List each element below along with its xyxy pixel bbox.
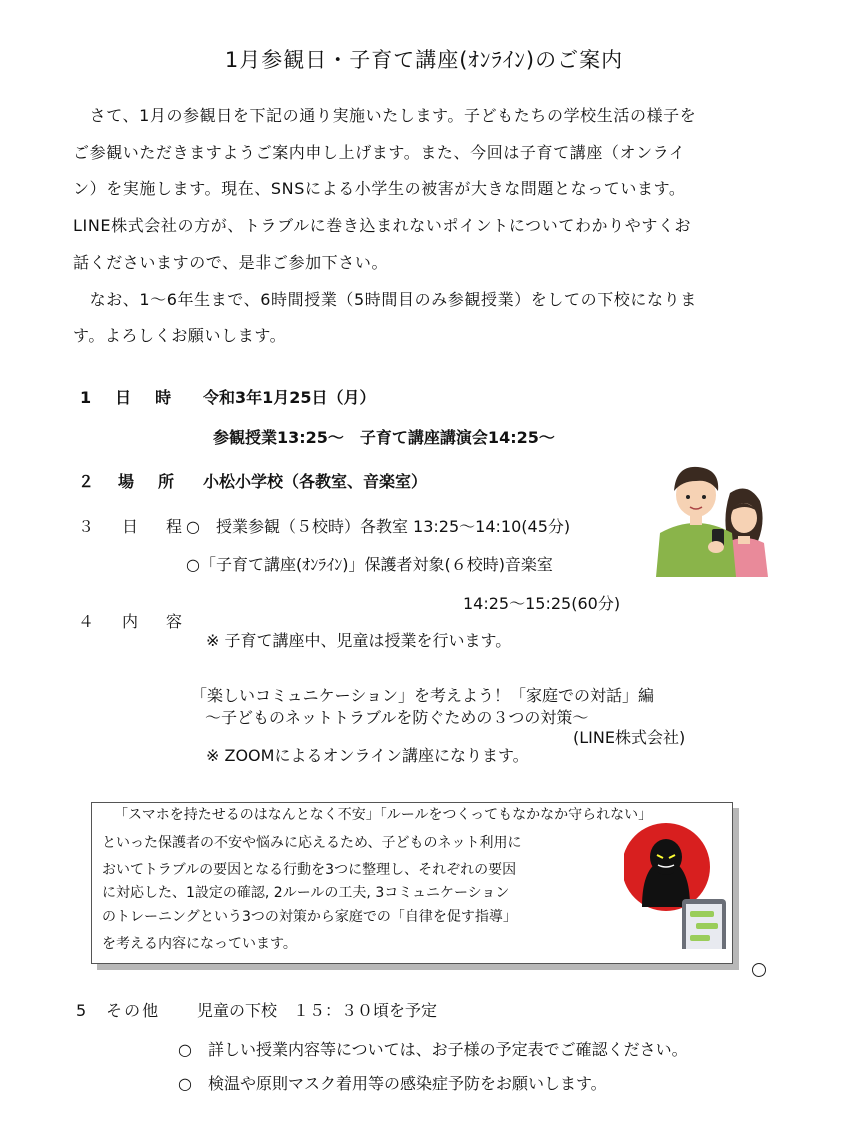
- lecture-title: 「楽しいコミュニケーション」を考えよう！「家庭での対話」編: [191, 686, 655, 705]
- other-label: 5 その他: [76, 1001, 161, 1020]
- place-value: 小松小学校（各教室、音楽室）: [203, 472, 428, 491]
- note-infection-prevention: ○ 検温や原則マスク着用等の感染症予防をお願いします。: [178, 1074, 607, 1093]
- circle-mark: [752, 963, 766, 977]
- intro-paragraph: [73, 98, 773, 355]
- intro-line: す。よろしくお願いします。: [73, 326, 287, 346]
- box-line: 「スマホを持たせるのはなんとなく不安」「ルールをつくってもなかなか守られない」: [114, 807, 653, 823]
- date-value: 令和3年1月25日（月）: [203, 388, 376, 407]
- box-line: といった保護者の不安や悩みに応えるため、子どものネット利用に: [102, 835, 522, 851]
- hacker-phone-illustration: [624, 819, 734, 949]
- content-label: ４ 内 容: [78, 612, 189, 631]
- schedule-label: ３ 日 程: [78, 517, 189, 536]
- content-note: ※ 子育て講座中、児童は授業を行います。: [206, 631, 512, 650]
- lecture-description-box: [91, 802, 733, 964]
- date-times: 参観授業13:25～ 子育て講座講演会14:25～: [213, 428, 555, 447]
- date-label: 1 日 時: [80, 388, 176, 407]
- intro-line: さて、1月の参観日を下記の通り実施いたします。子どもたちの学校生活の様子を: [73, 106, 697, 125]
- box-line: を考える内容になっています。: [102, 936, 297, 952]
- box-line: のトレーニングという3つの対策から家庭での「自律を促す指導」: [102, 909, 517, 925]
- note-schedule: ○ 詳しい授業内容等については、お子様の予定表でご確認ください。: [178, 1040, 688, 1059]
- dismissal-time: 児童の下校 １５：３０頃を予定: [197, 1001, 438, 1020]
- parents-with-smartphone-illustration: [652, 463, 770, 577]
- lecture-subtitle: ～子どものネットトラブルを防ぐための３つの対策～: [205, 708, 589, 727]
- place-label: ２ 場 所: [78, 472, 179, 491]
- intro-line: ン）を実施します。現在、SNSによる小学生の被害が大きな問題となっています。: [73, 179, 686, 199]
- intro-line: なお、1～6年生まで、6時間授業（5時間目のみ参観授業）をしての下校になりま: [73, 289, 697, 309]
- box-line: に対応した、1設定の確認, 2ルールの工夫, 3コミュニケーション: [102, 885, 510, 901]
- intro-line: 話くださいますので、是非ご参加下さい。: [73, 252, 389, 272]
- box-line: おいてトラブルの要因となる行動を3つに整理し、それぞれの要因: [102, 862, 517, 878]
- schedule-item-lecture-time: 14:25～15:25(60分): [463, 594, 621, 613]
- page-title: 1月参観日・子育て講座(ｵﾝﾗｲﾝ)のご案内: [224, 48, 624, 72]
- schedule-item-lesson: ○ 授業参観（５校時）各教室 13:25～14:10(45分): [186, 517, 571, 536]
- zoom-note: ※ ZOOMによるオンライン講座になります。: [206, 746, 529, 765]
- intro-line: ご参観いただきますようご案内申し上げます。また、今回は子育て講座（オンライ: [73, 142, 686, 162]
- lecture-organization: (LINE株式会社): [573, 728, 686, 747]
- intro-line: LINE株式会社の方が、トラブルに巻き込まれないポイントについてわかりやすくお: [73, 216, 692, 236]
- schedule-item-lecture: ○「子育て講座(ｵﾝﾗｲﾝ)」保護者対象(６校時)音楽室: [186, 555, 553, 574]
